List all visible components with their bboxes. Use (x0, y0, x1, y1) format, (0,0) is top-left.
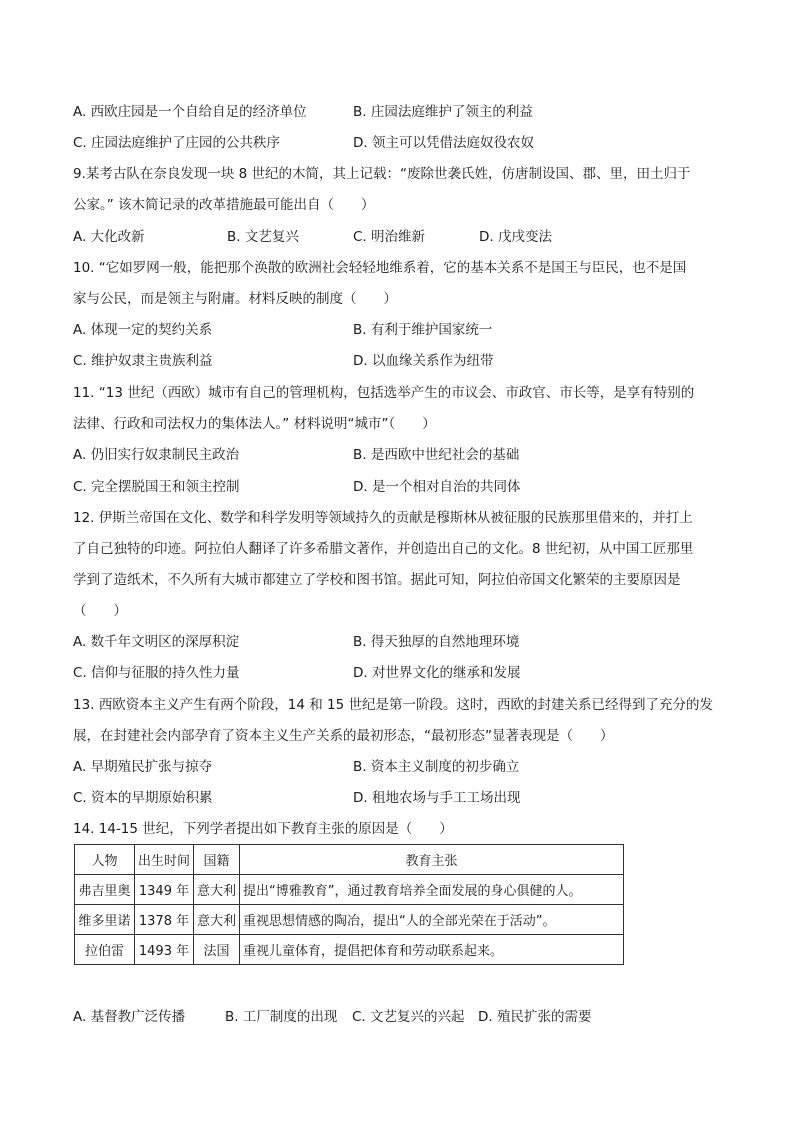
q12-stem-line4: （ ） (73, 603, 127, 619)
q11-option-a[interactable]: A. 仍旧实行奴隶制民主政治 (73, 447, 240, 463)
q13-option-c[interactable]: C. 资本的早期原始积累 (73, 790, 213, 806)
q13-option-d[interactable]: D. 租地农场与手工工场出现 (353, 790, 521, 806)
q10-option-a[interactable]: A. 体现一定的契约关系 (73, 322, 213, 338)
cell-nationality: 意大利 (194, 905, 240, 935)
cell-birth: 1349 年 (135, 875, 194, 905)
cell-proposal: 重视儿童体育，提倡把体育和劳动联系起来。 (240, 935, 624, 965)
q8-option-d[interactable]: D. 领主可以凭借法庭奴役农奴 (353, 135, 534, 151)
q10-option-d[interactable]: D. 以血缘关系作为纽带 (353, 353, 494, 369)
cell-nationality: 法国 (194, 935, 240, 965)
header-person: 人物 (75, 845, 135, 875)
q14-option-b[interactable]: B. 工厂制度的出现 (225, 1009, 338, 1025)
educators-table (74, 844, 624, 965)
q14-option-d[interactable]: D. 殖民扩张的需要 (478, 1009, 592, 1025)
q12-option-c[interactable]: C. 信仰与征服的持久性力量 (73, 665, 240, 681)
q12-stem-line3: 学到了造纸术，不久所有大城市都建立了学校和图书馆。据此可知，阿拉伯帝国文化繁荣的主要原因是 (73, 572, 681, 588)
q13-stem-line2: 展，在封建社会内部孕育了资本主义生产关系的最初形态，“最初形态”显著表现是（ ） (73, 728, 614, 744)
q9-stem-line1: 9.某考古队在奈良发现一块 8 世纪的木简，其上记载：“废除世袭氏姓，仿唐制设国、郡、里，田土归于 (73, 166, 691, 182)
cell-proposal: 重视思想情感的陶冶，提出“人的全部光荣在于活动”。 (240, 905, 624, 935)
q8-option-b[interactable]: B. 庄园法庭维护了领主的利益 (353, 104, 533, 120)
header-birth: 出生时间 (135, 845, 194, 875)
q12-option-b[interactable]: B. 得天独厚的自然地理环境 (353, 634, 520, 650)
q9-stem-line2: 公家。” 该木简记录的改革措施最可能出自（ ） (73, 197, 375, 213)
q12-option-a[interactable]: A. 数千年文明区的深厚积淀 (73, 634, 240, 650)
q9-option-d[interactable]: D. 戊戌变法 (479, 229, 552, 245)
q12-stem-line1: 12. 伊斯兰帝国在文化、数学和科学发明等领域持久的贡献是穆斯林从被征服的民族那里借来的，并打上 (73, 510, 693, 526)
q9-option-c[interactable]: C. 明治维新 (353, 229, 426, 245)
cell-proposal: 提出“博雅教育”，通过教育培养全面发展的身心俱健的人。 (240, 875, 624, 905)
q12-stem-line2: 了自己独特的印迹。阿拉伯人翻译了许多希腊文著作，并创造出自己的文化。8 世纪初，从中国工匠那里 (73, 541, 694, 557)
q10-option-c[interactable]: C. 维护奴隶主贵族利益 (73, 353, 213, 369)
q14-option-c[interactable]: C. 文艺复兴的兴起 (352, 1009, 465, 1025)
header-nationality: 国籍 (194, 845, 240, 875)
q11-option-c[interactable]: C. 完全摆脱国王和领主控制 (73, 479, 240, 495)
q10-stem-line1: 10. “它如罗网一般，能把那个涣散的欧洲社会轻轻地维系着，它的基本关系不是国王与臣民，也不是国 (73, 260, 687, 276)
cell-person: 维多里诺 (75, 905, 135, 935)
cell-birth: 1378 年 (135, 905, 194, 935)
q8-option-c[interactable]: C. 庄园法庭维护了庄园的公共秩序 (73, 135, 281, 151)
cell-birth: 1493 年 (135, 935, 194, 965)
q13-option-a[interactable]: A. 早期殖民扩张与掠夺 (73, 759, 213, 775)
q10-option-b[interactable]: B. 有利于维护国家统一 (353, 322, 493, 338)
q11-stem-line1: 11. “13 世纪（西欧）城市有自己的管理机构，包括选举产生的市议会、市政官、市长等，是享有特别的 (73, 385, 695, 401)
cell-nationality: 意大利 (194, 875, 240, 905)
q14-stem: 14. 14-15 世纪，下列学者提出如下教育主张的原因是（ ） (73, 821, 453, 837)
table-row (75, 905, 624, 935)
q14-option-a[interactable]: A. 基督教广泛传播 (73, 1009, 186, 1025)
q10-stem-line2: 家与公民，而是领主与附庸。材料反映的制度（ ） (73, 291, 397, 307)
cell-person: 弗吉里奥 (75, 875, 135, 905)
table-row (75, 935, 624, 965)
table-row (75, 875, 624, 905)
q12-option-d[interactable]: D. 对世界文化的继承和发展 (353, 665, 521, 681)
q9-option-a[interactable]: A. 大化改新 (73, 229, 145, 245)
table-header-row (75, 845, 624, 875)
q11-option-d[interactable]: D. 是一个相对自治的共同体 (353, 479, 521, 495)
q8-option-a[interactable]: A. 西欧庄园是一个自给自足的经济单位 (73, 104, 307, 120)
cell-person: 拉伯雷 (75, 935, 135, 965)
q13-option-b[interactable]: B. 资本主义制度的初步确立 (353, 759, 520, 775)
q9-option-b[interactable]: B. 文艺复兴 (227, 229, 299, 245)
header-proposal: 教育主张 (240, 845, 624, 875)
q13-stem-line1: 13. 西欧资本主义产生有两个阶段，14 和 15 世纪是第一阶段。这时，西欧的封建关系已经得到了充分的发 (73, 697, 713, 713)
q11-stem-line2: 法律、行政和司法权力的集体法人。” 材料说明“城市”（ ） (73, 416, 436, 432)
q11-option-b[interactable]: B. 是西欧中世纪社会的基础 (353, 447, 520, 463)
